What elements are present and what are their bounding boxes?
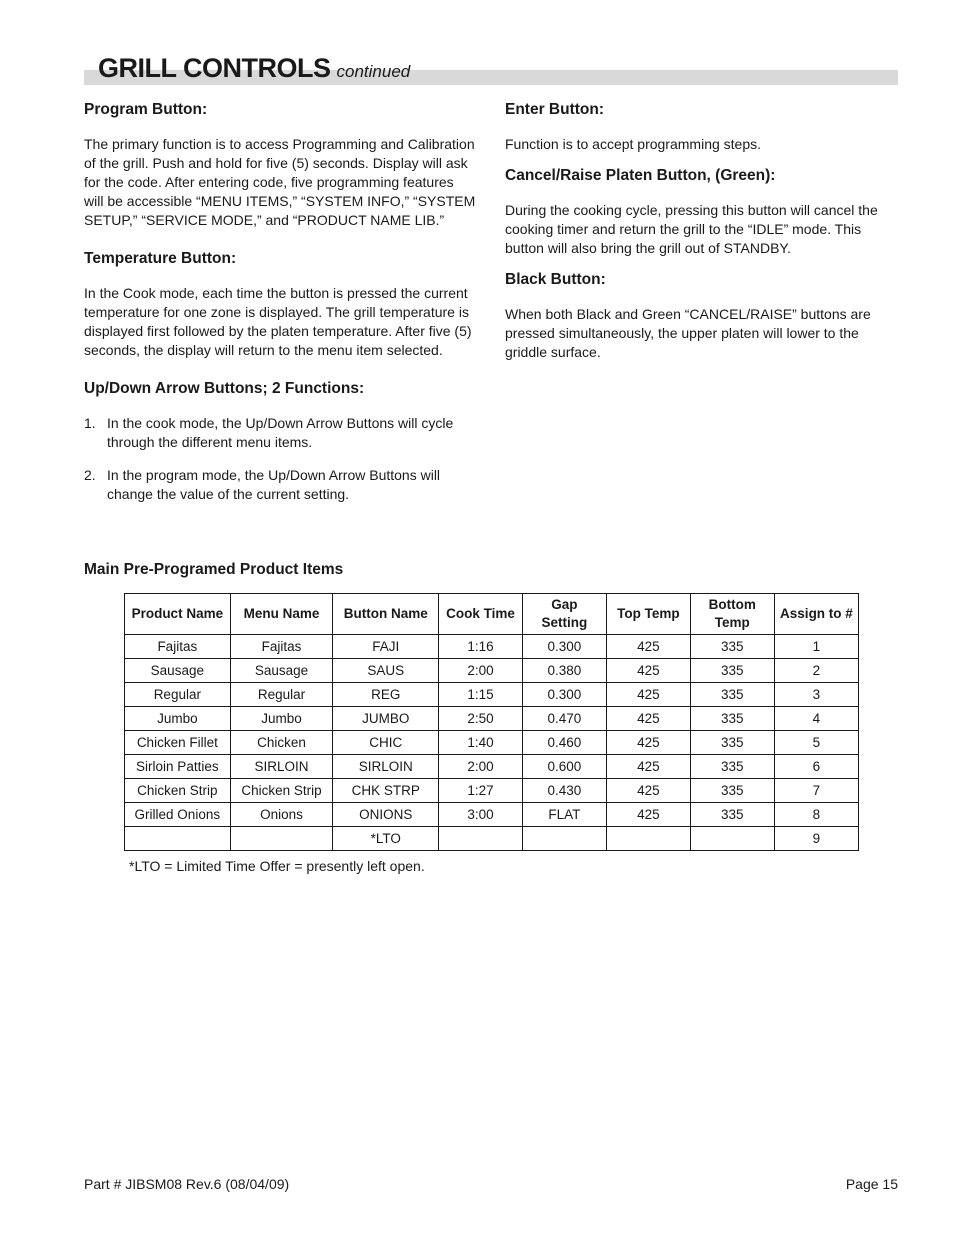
table-cell: Sausage [230, 659, 333, 683]
program-button-heading: Program Button: [84, 101, 208, 118]
table-cell: *LTO [333, 827, 439, 851]
table-cell: 7 [774, 779, 858, 803]
table-row [125, 827, 859, 851]
table-cell: 0.430 [522, 779, 606, 803]
list-item-text: In the cook mode, the Up/Down Arrow Buttons will cycle through the different menu items. [107, 415, 454, 450]
table-cell: 0.300 [522, 683, 606, 707]
table-cell: 335 [690, 731, 774, 755]
table-cell: 1:27 [439, 779, 523, 803]
table-cell: 335 [690, 803, 774, 827]
table-cell: CHK STRP [333, 779, 439, 803]
black-button-text: When both Black and Green “CANCEL/RAISE” buttons are pressed simultaneously, the upper platen will lower to the griddle surface. [505, 306, 871, 360]
table-row [125, 683, 859, 707]
table-row [125, 779, 859, 803]
table-cell: 425 [606, 659, 690, 683]
table-cell: Sausage [125, 659, 231, 683]
cancel-button-text: During the cooking cycle, pressing this button will cancel the cooking timer and return the grill to the “IDLE” mode. This button will also bring the grill out of STANDBY. [505, 202, 878, 256]
column-header: Gap Setting [522, 594, 606, 635]
part-number: Part # JIBSM08 Rev.6 (08/04/09) [84, 1176, 290, 1192]
table-cell: SAUS [333, 659, 439, 683]
table-footnote: *LTO = Limited Time Offer = presently left open. [129, 858, 425, 874]
table-row [125, 635, 859, 659]
table-cell: Regular [125, 683, 231, 707]
list-item [84, 466, 476, 504]
table-row [125, 707, 859, 731]
table-cell: Jumbo [230, 707, 333, 731]
table-cell: 2:50 [439, 707, 523, 731]
table-header-row [125, 594, 859, 635]
table-cell: 1:40 [439, 731, 523, 755]
table-cell: Chicken [230, 731, 333, 755]
product-items-table [124, 593, 859, 851]
right-column [505, 100, 899, 374]
page-subtitle: continued [336, 62, 411, 81]
table-cell: 335 [690, 707, 774, 731]
table-cell: 6 [774, 755, 858, 779]
page-title-text: GRILL CONTROLS [98, 53, 331, 83]
table-cell: 425 [606, 755, 690, 779]
table-cell [439, 827, 523, 851]
table-cell: 0.470 [522, 707, 606, 731]
table-cell: 425 [606, 683, 690, 707]
table-row [125, 659, 859, 683]
column-header: Top Temp [606, 594, 690, 635]
table-cell: 4 [774, 707, 858, 731]
table-cell: 1:15 [439, 683, 523, 707]
table-cell: Grilled Onions [125, 803, 231, 827]
table-cell: Chicken Strip [125, 779, 231, 803]
column-header: Assign to # [774, 594, 858, 635]
table-cell: 3 [774, 683, 858, 707]
program-button-text: The primary function is to access Programming and Calibration of the grill. Push and hold for five (5) seconds. Display will ask for the code. After entering code, five programming features will be accessible “MENU ITEMS,” “SYSTEM INFO,” “SYSTEM SETUP,” “SERVICE MODE,” and “PRODUCT NAME LIB.” [84, 136, 476, 228]
program-button-section [84, 100, 476, 230]
table-cell: Regular [230, 683, 333, 707]
temperature-button-text: In the Cook mode, each time the button is pressed the current temperature for one zone is displayed. The grill temperature is displayed first followed by the platen temperature. After five (5) seconds, the display will return to the menu item selected. [84, 285, 472, 358]
black-button-section [505, 270, 899, 362]
table-cell: 335 [690, 755, 774, 779]
column-header: Product Name [125, 594, 231, 635]
table-cell: Onions [230, 803, 333, 827]
column-header: Menu Name [230, 594, 333, 635]
enter-button-text: Function is to accept programming steps. [505, 136, 762, 152]
temperature-button-section [84, 249, 476, 360]
updown-arrow-list [84, 414, 476, 504]
table-cell: 5 [774, 731, 858, 755]
temperature-button-heading: Temperature Button: [84, 250, 237, 267]
table-cell: 425 [606, 707, 690, 731]
table-cell: 2:00 [439, 755, 523, 779]
table-cell: REG [333, 683, 439, 707]
table-cell: Sirloin Patties [125, 755, 231, 779]
enter-button-heading: Enter Button: [505, 101, 605, 118]
list-item-number: 1. [84, 415, 96, 431]
table-cell: Fajitas [230, 635, 333, 659]
cancel-button-section [505, 166, 899, 258]
table-cell: 425 [606, 803, 690, 827]
left-column [84, 100, 476, 518]
table-cell: 0.460 [522, 731, 606, 755]
table-cell: SIRLOIN [333, 755, 439, 779]
updown-arrow-section [84, 379, 476, 504]
enter-button-section [505, 100, 899, 154]
table-cell: 425 [606, 779, 690, 803]
updown-arrow-heading: Up/Down Arrow Buttons; 2 Functions: [84, 380, 365, 397]
table-cell: CHIC [333, 731, 439, 755]
table-cell: 2:00 [439, 659, 523, 683]
table-cell [690, 827, 774, 851]
black-button-heading: Black Button: [505, 271, 606, 288]
table-cell: 8 [774, 803, 858, 827]
table-cell: 335 [690, 635, 774, 659]
table-cell: 335 [690, 683, 774, 707]
list-item-text: In the program mode, the Up/Down Arrow Buttons will change the value of the current setting. [107, 467, 441, 502]
column-header: Cook Time [439, 594, 523, 635]
table-cell: FLAT [522, 803, 606, 827]
table-cell: Fajitas [125, 635, 231, 659]
table-row [125, 803, 859, 827]
table-row [125, 731, 859, 755]
list-item-number: 2. [84, 467, 96, 483]
table-cell: FAJI [333, 635, 439, 659]
page-header [84, 52, 898, 86]
list-item [84, 414, 476, 452]
table-body [125, 635, 859, 851]
table-cell: 1 [774, 635, 858, 659]
table-cell: 425 [606, 635, 690, 659]
table-cell: 2 [774, 659, 858, 683]
table-cell: JUMBO [333, 707, 439, 731]
table-cell: Chicken Fillet [125, 731, 231, 755]
table-cell: 3:00 [439, 803, 523, 827]
table-cell: Chicken Strip [230, 779, 333, 803]
table-cell: SIRLOIN [230, 755, 333, 779]
table-cell [125, 827, 231, 851]
table-title: Main Pre-Programed Product Items [84, 561, 344, 578]
page-title [98, 52, 410, 88]
column-header: Button Name [333, 594, 439, 635]
page-number: Page 15 [845, 1176, 898, 1192]
table-cell: 9 [774, 827, 858, 851]
table-cell [522, 827, 606, 851]
table-cell: 0.600 [522, 755, 606, 779]
table-cell [230, 827, 333, 851]
table-cell: 1:16 [439, 635, 523, 659]
table-cell: ONIONS [333, 803, 439, 827]
table-cell: Jumbo [125, 707, 231, 731]
table-cell: 335 [690, 779, 774, 803]
table-cell: 335 [690, 659, 774, 683]
table-cell: 0.380 [522, 659, 606, 683]
table-cell: 425 [606, 731, 690, 755]
cancel-button-heading: Cancel/Raise Platen Button, (Green): [505, 167, 776, 184]
table-row [125, 755, 859, 779]
column-header: Bottom Temp [690, 594, 774, 635]
table-cell [606, 827, 690, 851]
table-cell: 0.300 [522, 635, 606, 659]
